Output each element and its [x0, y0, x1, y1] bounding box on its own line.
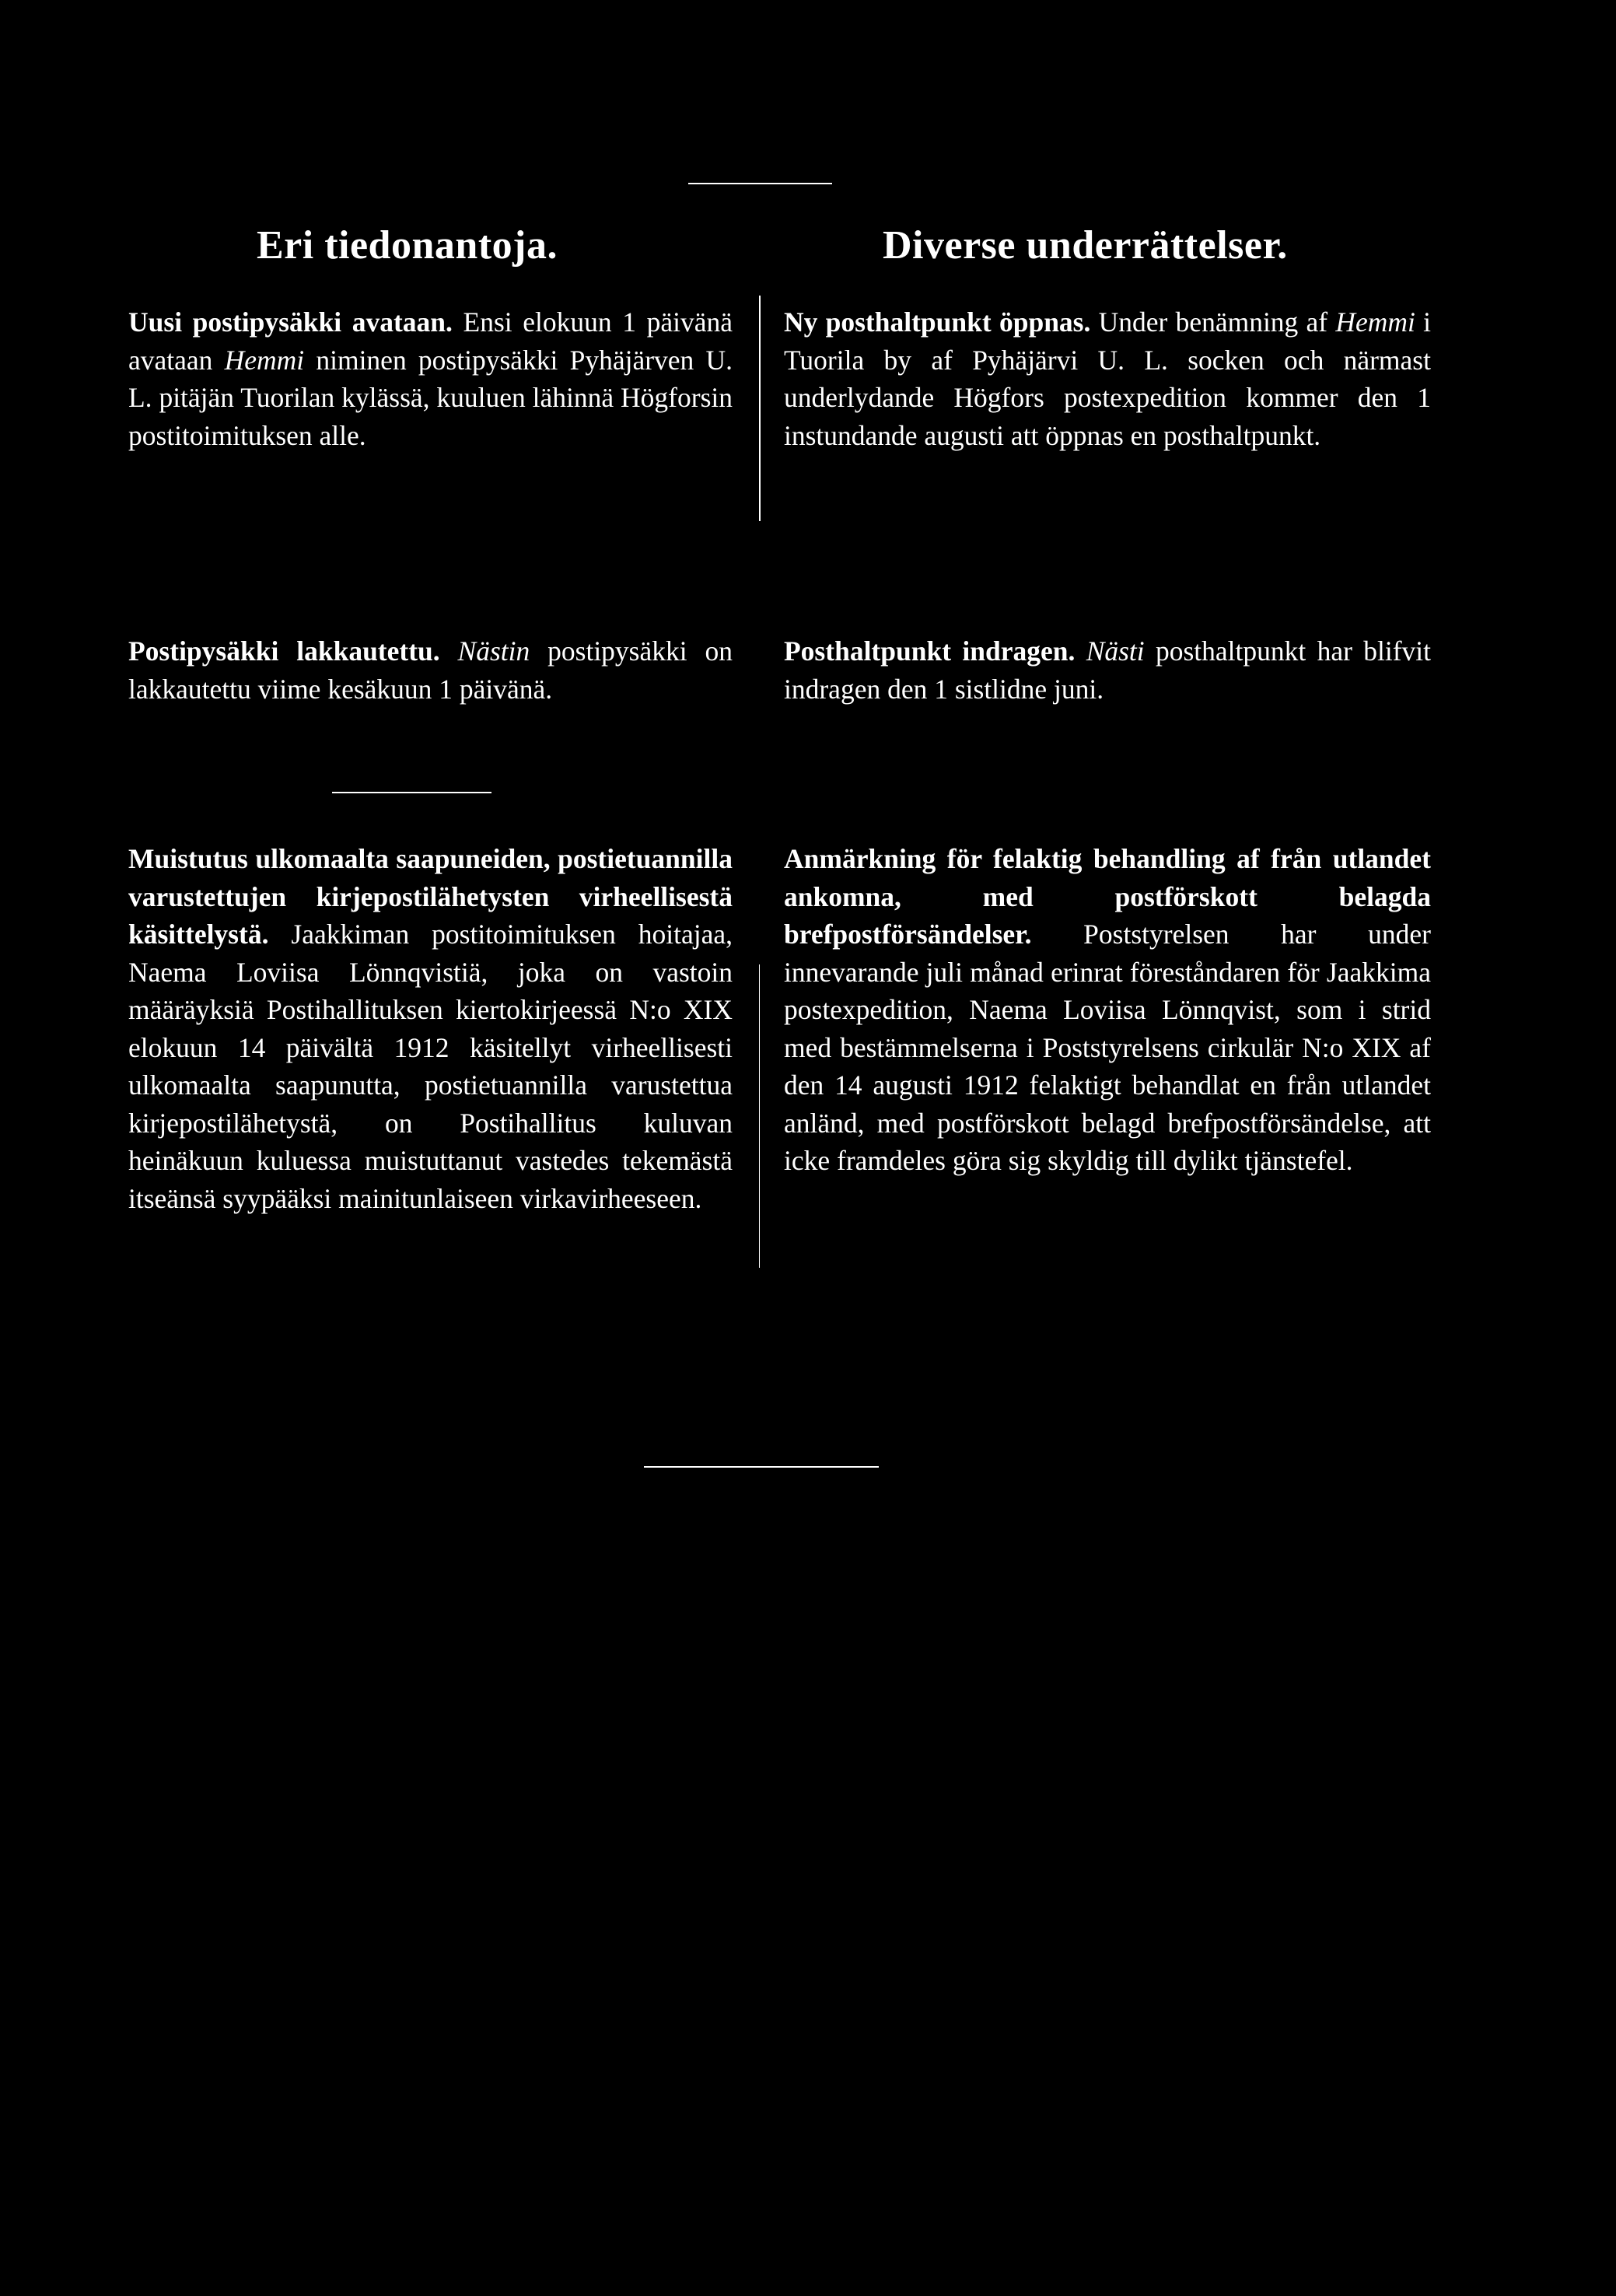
notice-2-sv-italic: Nästi: [1086, 635, 1145, 667]
notice-2-finnish: [128, 632, 733, 708]
notice-1-sv-title: Ny posthaltpunkt öppnas.: [784, 306, 1091, 338]
notice-2-swedish: [784, 632, 1431, 708]
column-divider: [759, 964, 760, 1268]
notice-1-sv-italic: Hemmi: [1335, 306, 1415, 338]
top-rule: [688, 183, 832, 184]
notice-2-sv-text-before: [1075, 635, 1086, 667]
heading-finnish: Eri tiedonantoja.: [257, 223, 558, 268]
notice-1-swedish: [784, 303, 1431, 454]
heading-swedish: Diverse underrättelser.: [883, 223, 1288, 268]
bottom-rule: [644, 1466, 879, 1468]
notice-2-sv-title: Posthaltpunkt indragen.: [784, 635, 1076, 667]
notice-1-fi-italic: Hemmi: [224, 344, 305, 376]
notice-2-fi-text-before: [440, 635, 458, 667]
notice-3-sv-text-before: Poststyrelsen har under innevarande juli månad erinrat föreståndaren för Jaakkima postexpedition, Naema Loviisa Lönnqvist, som i strid med bestämmelserna i Poststyrelsens cirkulär N:o XIX af den 14 augusti 1912 felaktigt behandlat en från utlandet anländ, med postförskott belagd brefpostförsändelse, att icke framdeles göra sig skyldig till dylikt tjänstefel.: [784, 919, 1431, 1176]
notice-3-sv-title: Anmärkning för felaktig behandling af från utlandet ankomna, med postförskott belagda brefpostförsändelser.: [784, 843, 1431, 950]
section-rule: [332, 792, 491, 793]
notice-1-fi-title: Uusi postipysäkki avataan.: [128, 306, 453, 338]
notice-3-fi-title: Muistutus ulkomaalta saapuneiden, postietuannilla varustettujen kirjepostilähetysten virheellisestä käsittelystä.: [128, 843, 733, 950]
notice-2-fi-text-after: postipysäkki on lakkautettu viime kesäkuun 1 päivänä.: [128, 635, 733, 705]
notice-2-fi-title: Postipysäkki lakkautettu.: [128, 635, 440, 667]
notice-3-finnish: [128, 840, 733, 1217]
notice-1-fi-text-before: Ensi elokuun 1 päivänä avataan: [128, 306, 733, 376]
notice-1-fi-text-after: niminen postipysäkki Pyhäjärven U. L. pitäjän Tuorilan kylässä, kuuluen lähinnä Högforsin postitoimituksen alle.: [128, 344, 733, 451]
notice-3-fi-text-before: Jaakkiman postitoimituksen hoitajaa, Naema Loviisa Lönnqvistiä, joka on vastoin määräyksiä Postihallituksen kiertokirjeessä N:o XIX elokuun 14 päivältä 1912 käsitellyt virheellisesti ulkomaalta saapunutta, postietuannilla varustettua kirjepostilähetystä, on Postihallitus kuluvan heinäkuun kuluessa muistuttanut vastedes tekemästä itseänsä syypääksi mainitunlaiseen virkavirheeseen.: [128, 919, 733, 1214]
notice-1-finnish: [128, 303, 733, 454]
column-divider: [759, 296, 761, 521]
notice-3-swedish: [784, 840, 1431, 1180]
notice-2-fi-italic: Nästin: [457, 635, 530, 667]
notice-1-sv-text-after: i Tuorila by af Pyhäjärvi U. L. socken och närmast underlydande Högfors postexpedition kommer den 1 instundande augusti att öppnas en posthaltpunkt.: [784, 306, 1431, 451]
notice-2-sv-text-after: posthaltpunkt har blifvit indragen den 1 sistlidne juni.: [784, 635, 1432, 705]
notice-1-sv-text-before: Under benämning af: [1090, 306, 1336, 338]
